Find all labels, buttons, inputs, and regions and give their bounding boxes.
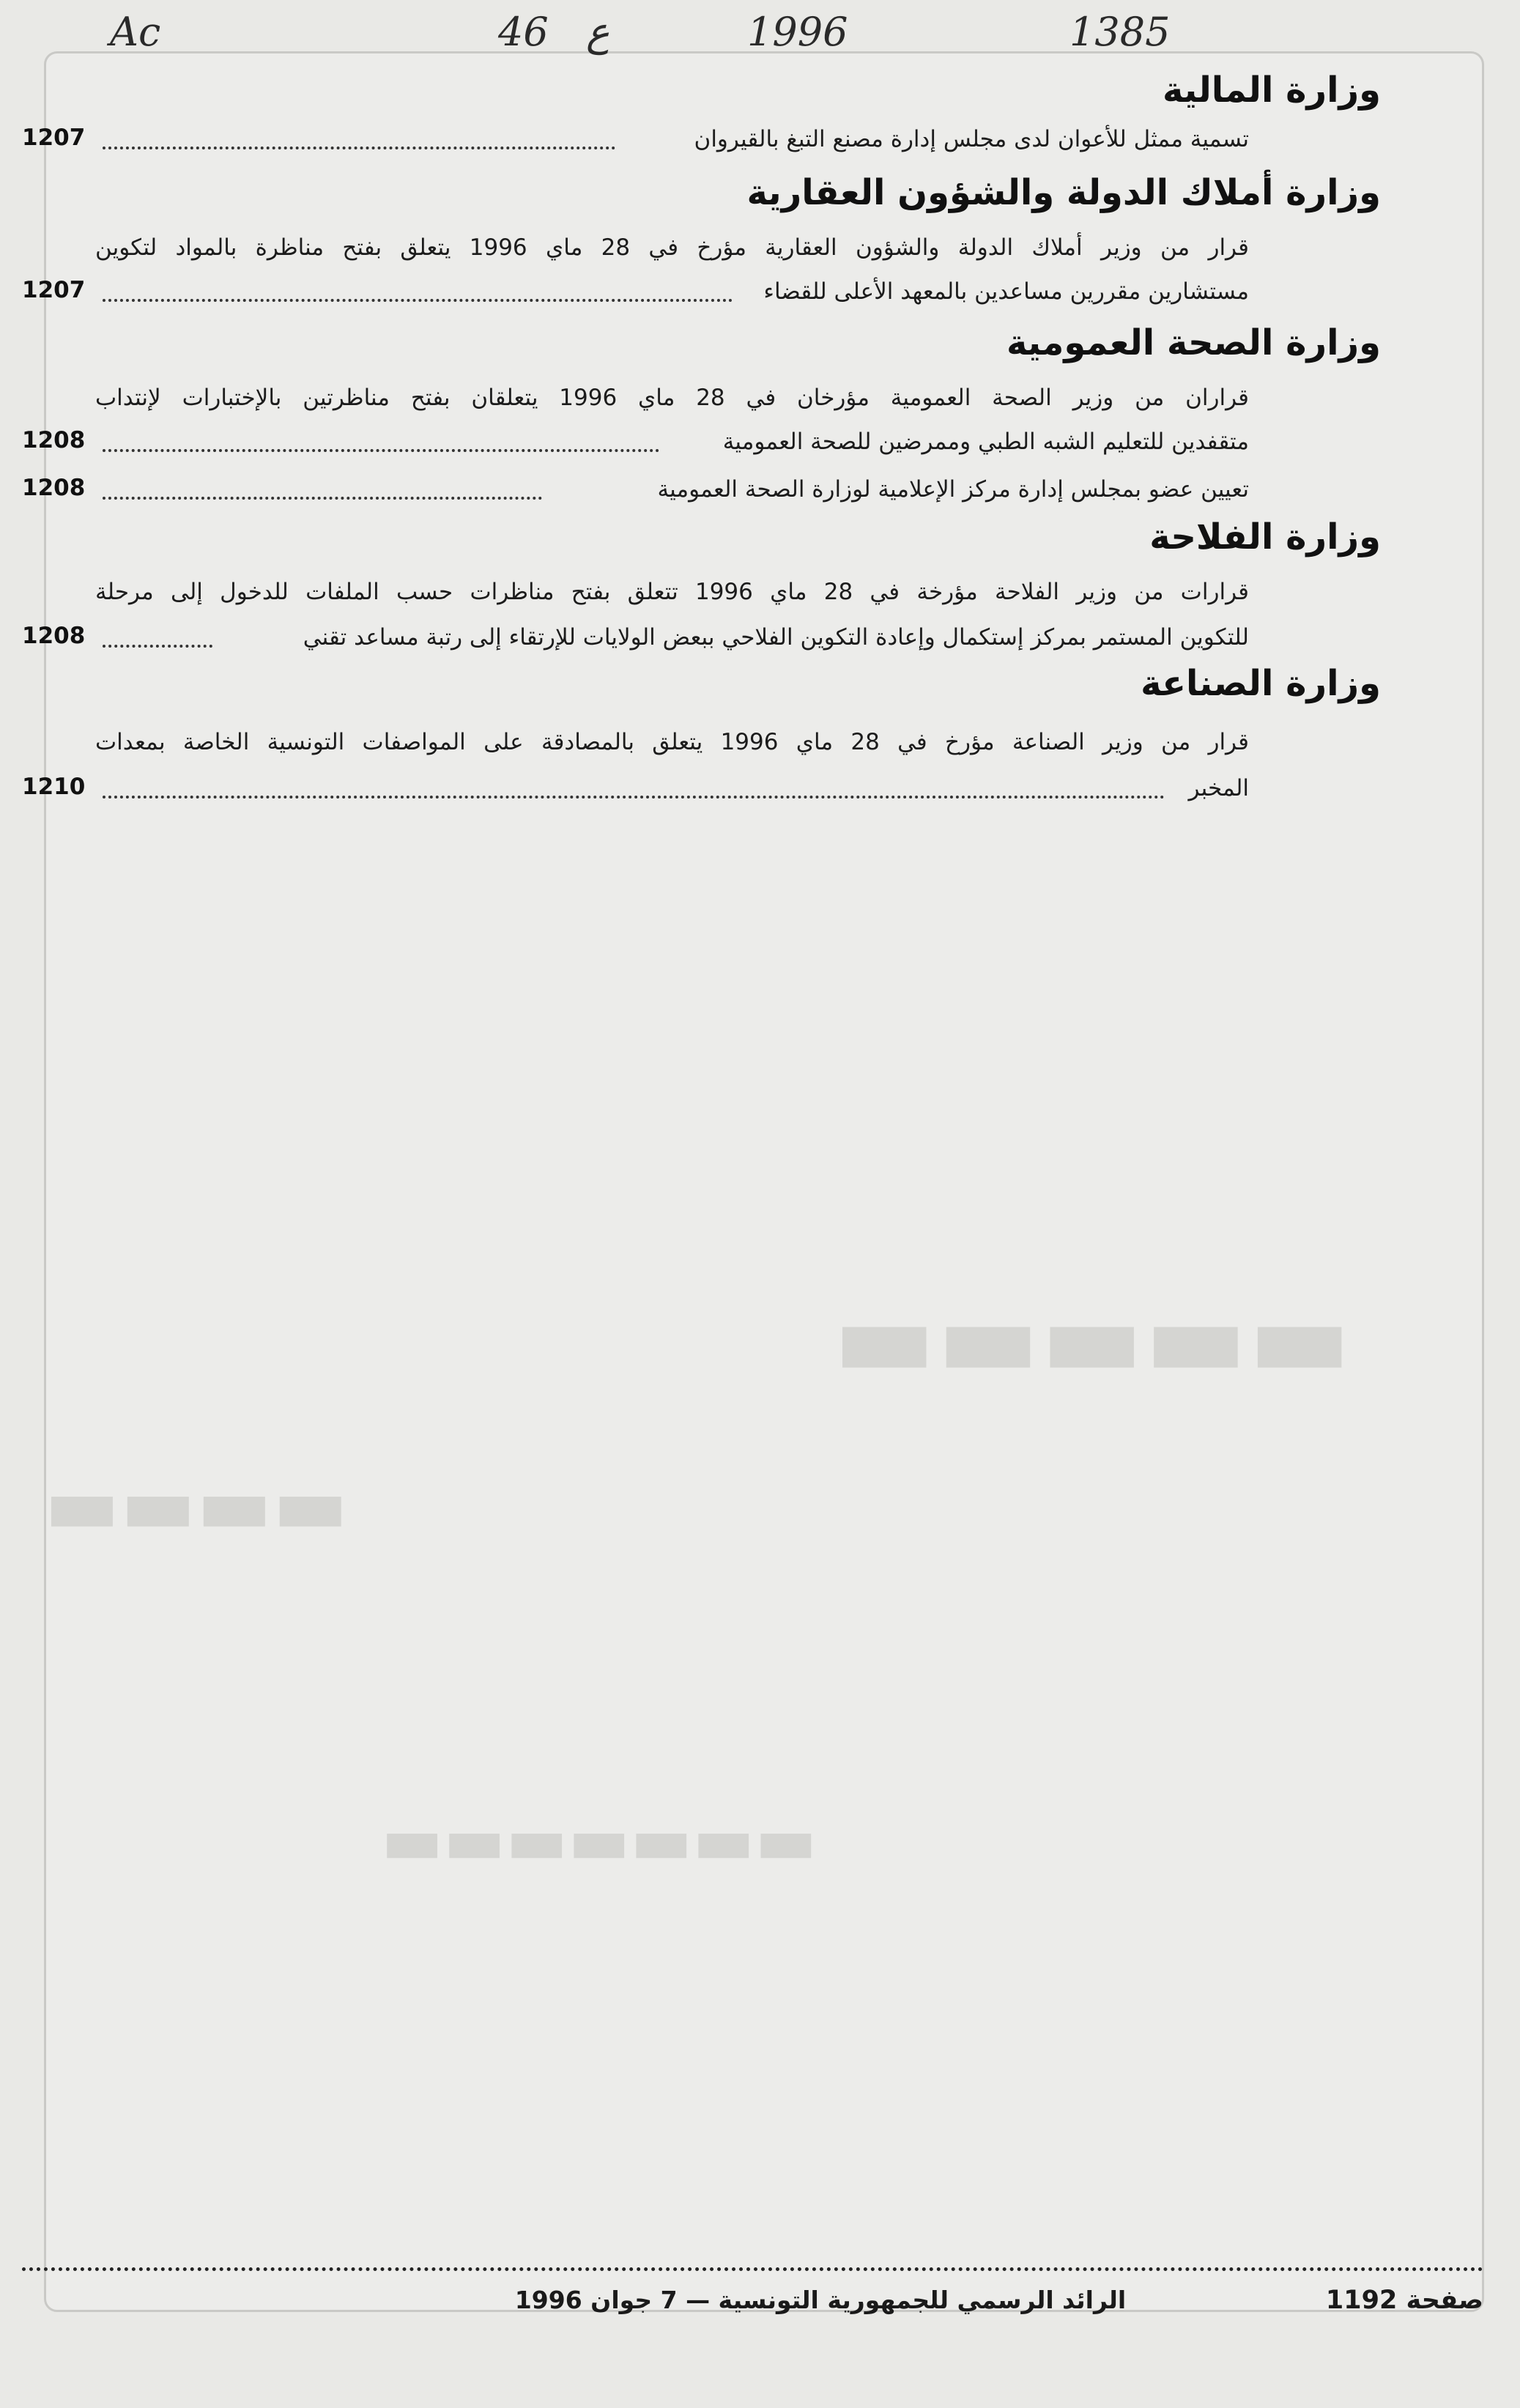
entry-text: للتكوين المستمر بمركز إستكمال وإعادة التكوين الفلاحي ببعض الولايات للإرتقاء إلى رتبة مساعد تقني (303, 624, 1249, 651)
handwritten-letter: ع (586, 9, 610, 55)
entry-text: قراران من وزير الصحة العمومية مؤرخان في 28 ماي 1996 يتعلقان بفتح مناظرتين بالإختبارات لإنتداب (95, 385, 1249, 411)
entry-text: تسمية ممثل للأعوان لدى مجلس إدارة مصنع التبغ بالقيروان (694, 126, 1249, 152)
bleed-through-shadow: ▬▬▬▬▬ (832, 1275, 1352, 1402)
bleed-through-shadow: ▬▬▬▬ (44, 1458, 349, 1552)
footer-journal-title: الرائد الرسمي للجمهورية التونسية — 7 جوان 1996 (514, 2286, 1127, 2314)
entry-page-number: 1207 (22, 277, 86, 303)
entry-page-number: 1208 (22, 623, 86, 649)
entry-text: قرار من وزير أملاك الدولة والشؤون العقارية مؤرخ في 28 ماي 1996 يتعلق بفتح مناظرة بالمواد لتكوين (95, 234, 1249, 261)
entry-text: تعيين عضو بمجلس إدارة مركز الإعلامية لوزارة الصحة العمومية (657, 476, 1249, 503)
leader-dots (103, 497, 542, 500)
entry-text: متقفدين للتعليم الشبه الطبي وممرضين للصحة العمومية (722, 429, 1249, 455)
bleed-through-shadow: ▬▬▬▬▬▬▬ (381, 1802, 818, 1879)
section-title-finance: وزارة المالية (1162, 70, 1381, 111)
handwritten-issue-number: 46 (498, 9, 549, 55)
leader-dots (103, 299, 733, 302)
entry-page-number: 1210 (22, 774, 86, 800)
leader-dots (103, 796, 1165, 799)
footer-page-label: صفحة 1192 (1325, 2286, 1483, 2315)
leader-dots (103, 449, 659, 452)
entry-page-number: 1207 (22, 125, 86, 151)
entry-page-number: 1208 (22, 475, 86, 501)
section-title-industry: وزارة الصناعة (1141, 663, 1381, 704)
section-title-agriculture: وزارة الفلاحة (1149, 516, 1381, 557)
entry-text: قرار من وزير الصناعة مؤرخ في 28 ماي 1996 يتعلق بالمصادقة على المواصفات التونسية الخاصة بمعدات (95, 729, 1249, 755)
entry-text: المخبر (1188, 775, 1249, 801)
leader-dots (103, 147, 615, 149)
section-title-state-property: وزارة أملاك الدولة والشؤون العقارية (746, 172, 1381, 213)
handwritten-mark-ac: Ac (110, 9, 161, 55)
footer-dotted-rule (22, 2267, 1483, 2271)
handwritten-reference: 1385 (1069, 9, 1171, 55)
handwritten-year: 1996 (747, 9, 848, 55)
entry-text: مستشارين مقررين مساعدين بالمعهد الأعلى للقضاء (763, 278, 1249, 305)
leader-dots (103, 645, 212, 648)
entry-page-number: 1208 (22, 427, 86, 453)
entry-text: قرارات من وزير الفلاحة مؤرخة في 28 ماي 1996 تتعلق بفتح مناظرات حسب الملفات للدخول إلى مرحلة (95, 579, 1249, 605)
section-title-public-health: وزارة الصحة العمومية (1006, 322, 1381, 363)
